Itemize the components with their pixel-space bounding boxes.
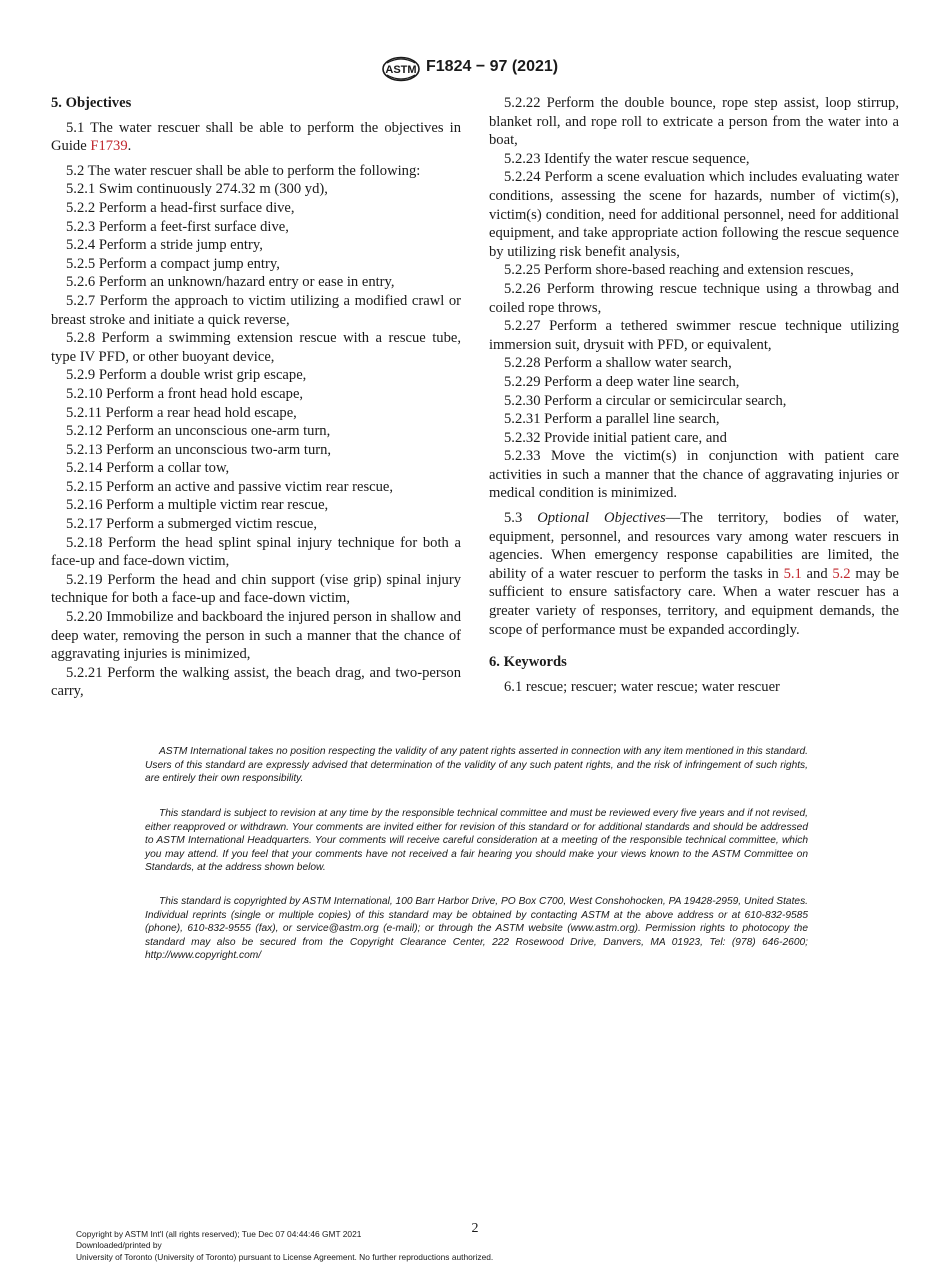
paragraph-5-3 <box>489 509 899 639</box>
list-item: 5.2.8 Perform a swimming extension rescue with a rescue tube, type IV PFD, or other buoyant device, <box>51 330 461 365</box>
list-item: 5.2.18 Perform the head splint spinal injury technique for both a face-up and face-down victim, <box>51 534 461 570</box>
paragraph-text: 5.1 The water rescuer shall be able to perform the objectives in Guide <box>51 119 461 155</box>
section-heading-keywords: 6. Keywords <box>489 654 567 671</box>
paragraph-number: 5.3 <box>504 510 538 527</box>
notice-text: ASTM International takes no position respecting the validity of any patent rights asserted in connection with any item mentioned in this standard. Users of this standard are expressly advised that determination of the validity of any such patent rights, and the risk of infringement of such rights, are entirely their own responsibility. <box>145 746 808 785</box>
section-heading-objectives: 5. Objectives <box>51 95 132 111</box>
list-item: 5.2.2 Perform a head-first surface dive, <box>66 199 295 216</box>
list-item: 5.2.5 Perform a compact jump entry, <box>66 255 280 272</box>
list-item: 5.2.24 Perform a scene evaluation which includes evaluating water conditions, assessing the scene for hazards, number of victim(s), victim(s) condition, need for additional personnel, need for additional equipment, and take appropriate action following the rescue sequence by utilizing risk benefit analysis, <box>489 169 899 260</box>
logo-text: ASTM <box>385 64 417 76</box>
list-item: 5.2.21 Perform the walking assist, the beach drag, and two-person carry, <box>51 664 461 700</box>
list-item: 5.2.27 Perform a tethered swimmer rescue technique utilizing immersion suit, drysuit with PFD, or equivalent, <box>489 318 899 353</box>
list-item: 5.2.13 Perform an unconscious two-arm turn, <box>66 441 332 458</box>
paragraph-text: and <box>801 565 833 582</box>
list-item: 5.2.16 Perform a multiple victim rear rescue, <box>66 497 329 514</box>
paragraph-5-1 <box>51 119 461 156</box>
link-5-1[interactable]: 5.1 <box>783 565 802 582</box>
notice-text: This standard is subject to revision at any time by the responsible technical committee and must be reviewed every five years and if not revised, either reapproved or withdrawn. Your comments are invited either for revision of this standard or for additional standards and should be addressed to ASTM International Headquarters. Your comments will receive careful consideration at a meeting of the responsible technical committee, which you may attend. If you feel that your comments have not received a fair hearing you should make your views known to the ASTM Committee on Standards, at the address shown below. <box>145 808 808 874</box>
list-item: 5.2.25 Perform shore-based reaching and extension rescues, <box>504 262 854 279</box>
list-item: 5.2.29 Perform a deep water line search, <box>504 373 740 390</box>
list-item: 5.2.33 Move the victim(s) in conjunction with patient care activities in such a manner that the chance of aggravating injuries or medical condition is minimized. <box>489 448 899 502</box>
list-item: 5.2.20 Immobilize and backboard the injured person in shallow and deep water, removing the person in such a manner that the chance of aggravating injuries is minimized, <box>51 609 461 663</box>
paragraph-text: . <box>127 138 132 155</box>
list-item: 5.2.23 Identify the water rescue sequence, <box>504 150 750 167</box>
paragraph-text: —The territory, bodies of water, equipment, personnel, and resources vary among water rescuers in agencies. When emergency response capabilities are limited, the ability of a water rescuer to perform the tasks in <box>489 510 899 582</box>
standard-designation: F1824 − 97 (2021) <box>426 58 559 75</box>
link-f1739[interactable]: F1739 <box>90 138 128 155</box>
list-item: 5.2.14 Perform a collar tow, <box>66 460 230 477</box>
list-item: 5.2.9 Perform a double wrist grip escape, <box>66 367 307 384</box>
paragraph-5-2: 5.2 The water rescuer shall be able to perform the following: <box>66 162 421 179</box>
footer-line: Downloaded/printed by <box>76 1240 162 1251</box>
list-item: 5.2.3 Perform a feet-first surface dive, <box>66 218 289 235</box>
list-item: 5.2.19 Perform the head and chin support (vise grip) spinal injury technique for both a face-up and face-down victim, <box>51 571 461 607</box>
license-footer <box>76 1229 493 1263</box>
list-item: 5.2.1 Swim continuously 274.32 m (300 yd), <box>66 181 328 198</box>
list-item: 5.2.4 Perform a stride jump entry, <box>66 237 263 254</box>
list-item: 5.2.7 Perform the approach to victim utilizing a modified crawl or breast stroke and initiate a quick reverse, <box>51 292 461 328</box>
paragraph-6-1: 6.1 rescue; rescuer; water rescue; water rescuer <box>504 678 780 695</box>
right-column <box>489 94 899 696</box>
page-header <box>0 56 950 82</box>
list-item: 5.2.31 Perform a parallel line search, <box>504 411 720 428</box>
list-item: 5.2.28 Perform a shallow water search, <box>504 355 732 372</box>
astm-logo-icon <box>381 56 421 82</box>
list-item: 5.2.32 Provide initial patient care, and <box>504 429 727 446</box>
list-item: 5.2.15 Perform an active and passive victim rear rescue, <box>66 478 394 495</box>
list-item: 5.2.11 Perform a rear head hold escape, <box>66 404 297 421</box>
copyright-notice <box>145 895 808 963</box>
list-item: 5.2.6 Perform an unknown/hazard entry or ease in entry, <box>66 274 395 291</box>
list-item: 5.2.22 Perform the double bounce, rope step assist, loop stirrup, blanket roll, and rope roll to extricate a person from the water into a boat, <box>489 95 899 149</box>
footer-line: University of Toronto (University of Toronto) pursuant to License Agreement. No further reproductions authorized. <box>76 1251 494 1262</box>
notice-text: This standard is copyrighted by ASTM International, 100 Barr Harbor Drive, PO Box C700, West Conshohocken, PA 19428-2959, United States. Individual reprints (single or multiple copies) of this standard may be obtained by contacting ASTM at the above address or at 610-832-9585 (phone), 610-832-9555 (fax), or service@astm.org (e-mail); or through the ASTM website (www.astm.org). Permission rights to photocopy the standard may also be secured from the Copyright Clearance Center, 222 Rosewood Drive, Danvers, MA 01923, Tel: (978) 646-2600; http://www.copyright.com/ <box>145 896 808 962</box>
footer-line: Copyright by ASTM Int'l (all rights reserved); Tue Dec 07 04:44:46 GMT 2021 <box>76 1229 362 1239</box>
paragraph-title: Optional Objectives <box>537 510 666 527</box>
patent-notice <box>145 745 808 786</box>
list-item: 5.2.26 Perform throwing rescue technique using a throwbag and coiled rope throws, <box>489 280 899 316</box>
paragraph-text: may be sufficient to ensure satisfactory care. When a water rescuer has a greater variety of responses, territory, and equipment demands, the scope of performance must be expanded accordingly. <box>489 565 899 638</box>
revision-notice <box>145 807 808 875</box>
page-number: 2 <box>471 1221 479 1236</box>
link-5-2[interactable]: 5.2 <box>832 565 851 582</box>
list-item: 5.2.30 Perform a circular or semicircular search, <box>504 392 787 409</box>
list-item: 5.2.17 Perform a submerged victim rescue, <box>66 516 318 533</box>
left-column <box>51 94 461 701</box>
list-item: 5.2.12 Perform an unconscious one-arm turn, <box>66 423 331 440</box>
list-item: 5.2.10 Perform a front head hold escape, <box>66 385 304 402</box>
